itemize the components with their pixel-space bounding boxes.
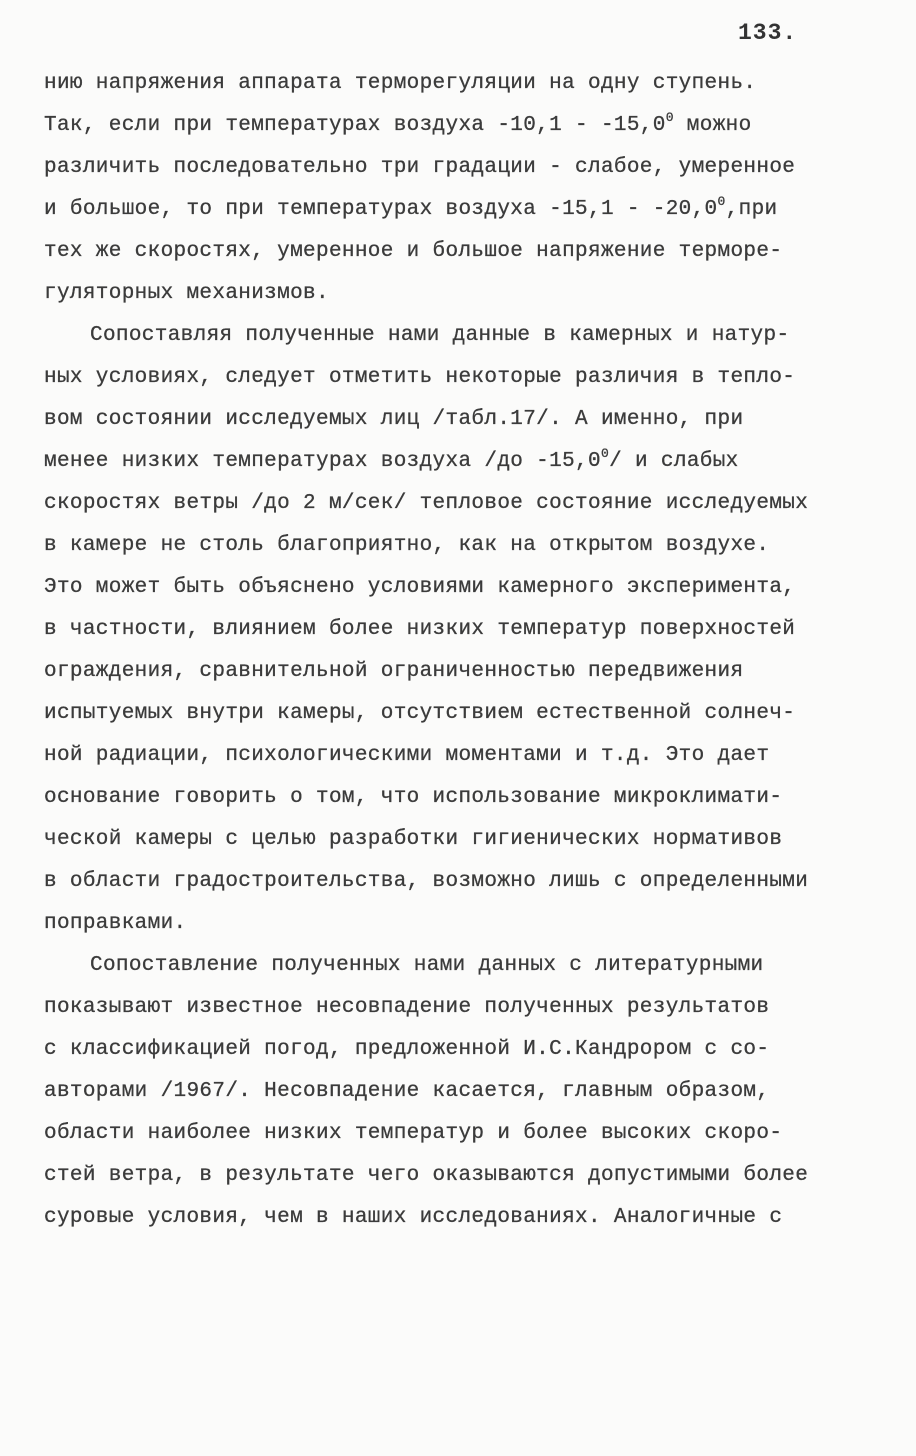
text-line (44, 693, 874, 735)
text-line (44, 189, 874, 231)
text-line-content: тех же скоростях, умеренное и большое напряжение терморе- (44, 240, 783, 263)
text-line-content: в области градостроительства, возможно лишь с определенными (44, 870, 809, 893)
text-line (44, 525, 874, 567)
text-line-content: Так, если при температурах воздуха -10,1 - -15,0 (44, 114, 666, 137)
text-line (44, 1071, 874, 1113)
degree-superscript: 0 (665, 110, 674, 125)
degree-superscript: 0 (600, 446, 610, 461)
text-line-tail: / и слабых (609, 450, 739, 473)
text-line-content: испытуемых внутри камеры, отсутствием естественной солнеч- (44, 702, 796, 725)
text-line-content: ной радиации, психологическими моментами и т.д. Это дает (44, 744, 770, 767)
text-line-content: показывают известное несовпадение полученных результатов (44, 996, 770, 1019)
text-line (44, 1029, 874, 1071)
text-line-content: основание говорить о том, что использование микроклимати- (44, 786, 783, 809)
text-line-content: Сопоставление полученных нами данных с литературными (90, 954, 764, 977)
text-line (44, 231, 874, 273)
text-line-content: различить последовательно три градации - слабое, умеренное (44, 156, 796, 179)
degree-superscript: 0 (717, 194, 726, 209)
text-line (44, 903, 874, 945)
text-line (44, 1155, 874, 1197)
text-line (44, 147, 874, 189)
text-line (44, 945, 874, 987)
text-line (44, 357, 874, 399)
text-line (44, 777, 874, 819)
text-line (44, 1197, 874, 1239)
text-line-content: Это может быть объяснено условиями камерного эксперимента, (44, 576, 796, 599)
text-line (44, 63, 874, 105)
text-line-content: с классификацией погод, предложенной И.С.Кандрором с со- (44, 1038, 770, 1061)
text-line (44, 651, 874, 693)
body-text (44, 63, 874, 1239)
text-line-content: ческой камеры с целью разработки гигиенических нормативов (44, 828, 783, 851)
page-number: 133. (738, 20, 798, 46)
text-line (44, 273, 874, 315)
text-line-tail: можно (673, 114, 752, 137)
text-line (44, 735, 874, 777)
text-line (44, 105, 874, 147)
text-line (44, 609, 874, 651)
text-line (44, 1113, 874, 1155)
text-line-content: ных условиях, следует отметить некоторые различия в тепло- (44, 366, 796, 389)
text-line (44, 483, 874, 525)
text-line-content: в частности, влиянием более низких температур поверхностей (44, 618, 796, 641)
text-line-content: скоростях ветры /до 2 м/сек/ тепловое состояние исследуемых (44, 492, 809, 515)
text-line-content: нию напряжения аппарата терморегуляции на одну ступень. (44, 72, 757, 95)
text-line-content: и большое, то при температурах воздуха -15,1 - -20,0 (44, 198, 718, 221)
text-line-tail: ,при (725, 198, 778, 221)
text-line (44, 399, 874, 441)
text-line-content: суровые условия, чем в наших исследованиях. Аналогичные с (44, 1206, 783, 1229)
text-line-content: ограждения, сравнительной ограниченностью передвижения (44, 660, 744, 683)
text-line (44, 315, 874, 357)
text-line-content: вом состоянии исследуемых лиц /табл.17/. А именно, при (44, 408, 744, 431)
text-line-content: области наиболее низких температур и более высоких скоро- (44, 1122, 783, 1145)
text-line (44, 441, 874, 483)
text-line-content: менее низких температурах воздуха /до -15,0 (44, 450, 601, 473)
text-line-content: Сопоставляя полученные нами данные в камерных и натур- (90, 324, 790, 347)
text-line (44, 567, 874, 609)
text-line-content: гуляторных механизмов. (44, 282, 329, 305)
text-line-content: поправками. (44, 912, 187, 935)
text-line-content: авторами /1967/. Несовпадение касается, главным образом, (44, 1080, 770, 1103)
text-line (44, 861, 874, 903)
text-line (44, 987, 874, 1029)
text-line (44, 819, 874, 861)
text-line-content: в камере не столь благоприятно, как на открытом воздухе. (44, 534, 770, 557)
text-line-content: стей ветра, в результате чего оказываются допустимыми более (44, 1164, 809, 1187)
